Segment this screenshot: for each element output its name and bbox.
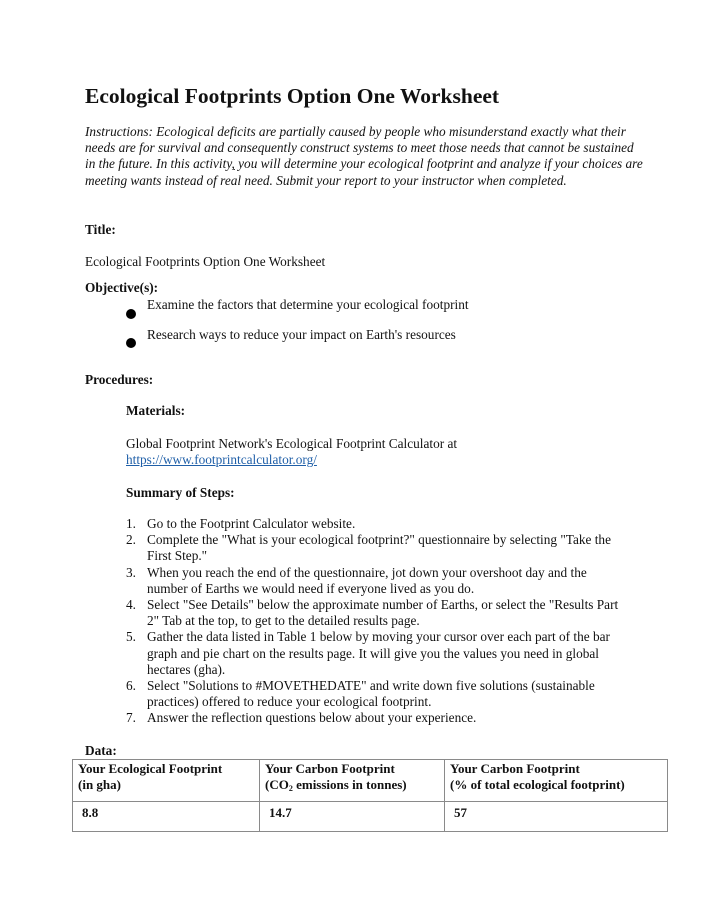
step-item xyxy=(126,532,626,564)
step-text: Select "See Details" below the approximate number of Earths, or select the "Results Part 2" Tab at the top, to get to the detailed results page. xyxy=(147,597,619,629)
step-number: 4. xyxy=(126,597,136,613)
step-item xyxy=(126,597,626,629)
table-header-cell xyxy=(445,760,668,802)
step-number: 5. xyxy=(126,629,136,645)
instructions-underlined-comma: , xyxy=(231,156,235,172)
instructions-paragraph xyxy=(85,124,645,189)
header-line: (% of total ecological footprint) xyxy=(450,777,625,793)
carbon-emissions-cell[interactable]: 14.7 xyxy=(260,802,445,832)
steps-list xyxy=(126,516,626,727)
step-number: 7. xyxy=(126,710,136,726)
title-label: Title: xyxy=(85,222,116,237)
step-item xyxy=(126,516,626,532)
materials-text: Global Footprint Network's Ecological Footprint Calculator at xyxy=(126,436,458,451)
data-table xyxy=(72,759,668,832)
header-line-part: emissions in tonnes) xyxy=(292,777,407,793)
step-text: Answer the reflection questions below about your experience. xyxy=(147,710,477,726)
objective-text: Research ways to reduce your impact on Earth's resources xyxy=(147,327,456,342)
step-text: Complete the "What is your ecological footprint?" questionnaire by selecting "Take the First Step." xyxy=(147,532,611,564)
step-item xyxy=(126,565,626,597)
summary-of-steps-label: Summary of Steps: xyxy=(126,485,235,500)
header-line: Your Carbon Footprint xyxy=(265,761,395,776)
instructions-text-after: you will determine your ecological footprint and analyze if your choices are meeting wants instead of real need. Submit your report to your instructor when completed. xyxy=(85,156,643,188)
table-header-cell xyxy=(73,760,260,802)
footprint-calculator-link[interactable]: https://www.footprintcalculator.org/ xyxy=(126,452,317,467)
header-line: Your Carbon Footprint xyxy=(450,761,580,776)
objectives-label: Objective(s): xyxy=(85,280,159,295)
bullet-dot-icon xyxy=(126,338,136,348)
step-number: 6. xyxy=(126,678,136,694)
table-header-cell xyxy=(260,760,445,802)
step-number: 2. xyxy=(126,532,136,548)
header-line: (in gha) xyxy=(78,777,121,793)
page-title: Ecological Footprints Option One Worksheet xyxy=(85,84,500,108)
instructions-text-before: Instructions: Ecological deficits are partially caused by people who misunderstand exactly what their needs are for survival and consequently construct systems to meet those needs that cannot be sustained in the future. In this activity xyxy=(85,124,634,172)
step-item xyxy=(126,629,626,678)
step-number: 3. xyxy=(126,564,136,580)
step-text: Go to the Footprint Calculator website. xyxy=(147,516,356,531)
data-label: Data: xyxy=(85,743,117,758)
table-row xyxy=(73,802,668,832)
step-text: Gather the data listed in Table 1 below by moving your cursor over each part of the bar graph and pie chart on the results page. It will give you the values you need in global hectares (gha). xyxy=(147,629,610,677)
bullet-dot-icon xyxy=(126,309,136,319)
objective-text: Examine the factors that determine your ecological footprint xyxy=(147,297,469,312)
step-number: 1. xyxy=(126,516,136,531)
header-line-part: (CO xyxy=(265,777,289,793)
step-text: When you reach the end of the questionnaire, jot down your overshoot day and the number of Earths we would need if everyone lived as you do. xyxy=(147,564,587,596)
materials-label: Materials: xyxy=(126,403,186,418)
step-item xyxy=(126,710,626,726)
ecological-footprint-cell[interactable]: 8.8 xyxy=(73,802,260,832)
procedures-label: Procedures: xyxy=(85,372,154,387)
header-line: Your Ecological Footprint xyxy=(78,761,223,776)
header-line xyxy=(265,777,439,797)
carbon-percent-cell[interactable]: 57 xyxy=(445,802,668,832)
header-subscript: 2 xyxy=(288,784,293,794)
step-text: Select "Solutions to #MOVETHEDATE" and write down five solutions (sustainable practices) offered to reduce your ecological footprint. xyxy=(147,678,595,710)
title-value: Ecological Footprints Option One Worksheet xyxy=(85,254,326,269)
step-item xyxy=(126,678,626,710)
table-header-row xyxy=(73,760,668,802)
